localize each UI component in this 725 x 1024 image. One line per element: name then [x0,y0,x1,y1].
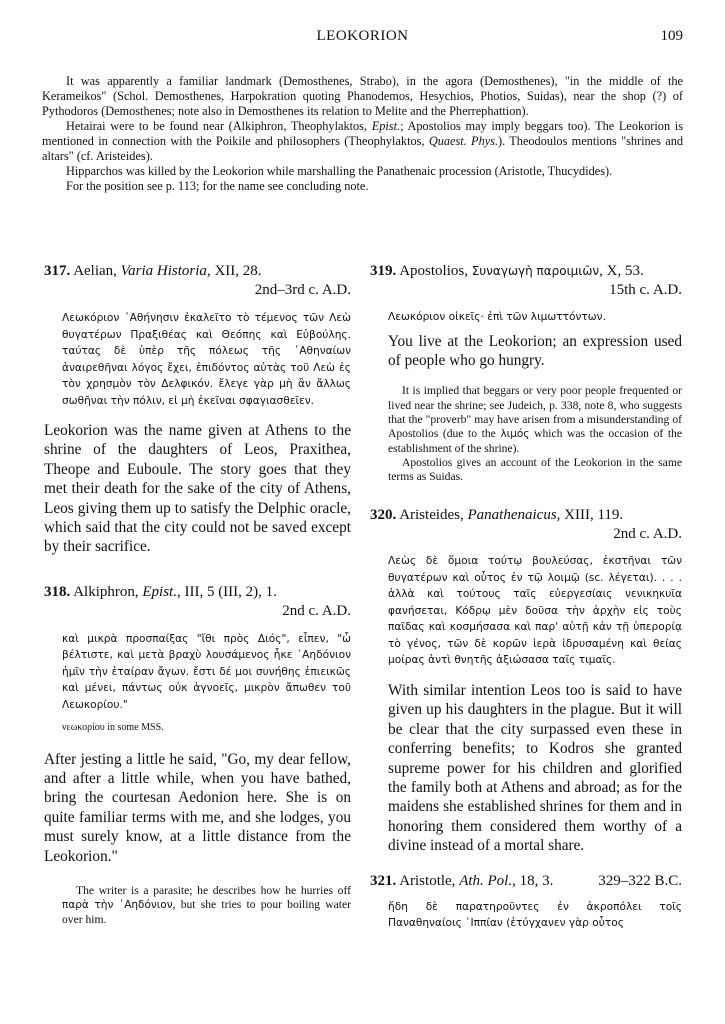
intro-paragraph: It was apparently a familiar landmark (Demosthenes, Strabo), in the agora (Demosthenes), "in the middle of the Kerameikos" (Schol. Demosthenes, Harpokration quoting Phanodemos, Hesychios, Photios, Suidas), near the shop (?) of Pythodoros (Demosthenes; note also in Demosthenes its relation to Melite and the Pherrephattion). [42,74,683,118]
entry-321 [370,872,682,932]
right-column [370,262,682,932]
entry-date: 2nd c. A.D. [613,526,682,543]
entry-317 [44,262,351,557]
entry-heading: 319. Apostolios, Συναγωγὴ παροιμιῶν, X, 53. [370,263,644,279]
translation: With similar intention Leos too is said to have given up his daughters in the plague. But it will be clear that the city surpassed even these in conferring benefits; to Kodros she granted supreme power for his children and glorified the family both at Athens and abroad; as for the maidens she established shrines for them and in honoring them considered them worthy of a divine instead of a mortal share. [388,681,682,855]
entry-heading: 321. Aristotle, Ath. Pol., 18, 3. 329–322 B.C. [370,872,682,889]
entry-date: 15th c. A.D. [609,282,682,298]
page-number: 109 [660,28,683,44]
entry-318 [44,583,351,927]
entry-number: 321. [370,872,397,889]
translation: Leokorion was the name given at Athens to the shrine of the daughters of Leos, Praxithea, Theope and Euboule. The story goes that they met their death for the sake of the city of Athens, Leos giving them up to satisfy the Delphic oracle, which said that the city could not be saved except by their sacrifice. [44,422,351,556]
greek-text: καὶ μικρὰ προσπαίξας "ἴθι πρὸς Διός", εἶπεν, "ὦ βέλτιστε, καὶ μετὰ βραχὺ λουσάμενος ἧκε ᾿Αηδόνιον ἡμῖν τὴν ἑταίραν ἄγων. ἔστι δέ μοι συνήθης ἐπιεικῶς καὶ μένει, πάντως οὐκ ἀγνοεῖς, μικρὸν ἄπωθεν τοῦ Λεωκορίου." [62,632,351,711]
entry-number: 318. [44,583,71,600]
entry-heading: 317. Aelian, Varia Historia, XII, 28. [44,263,262,279]
commentary-note: The writer is a parasite; he describes how he hurries off παρὰ τὴν ᾿Αηδόνιον, but she tries to pour boiling water over him. [62,884,351,926]
intro-paragraph: Hipparchos was killed by the Leokorion while marshalling the Panathenaic procession (Aristotle, Thucydides). [66,164,613,178]
greek-text: Λεωκόριον ᾿Αθήνησιν ἐκαλεῖτο τὸ τέμενος τῶν Λεὼ θυγατέρων Πραξιθέας καὶ Θεόπης καὶ Εὐβούλης. ταύτας δὲ ὑπὲρ τῆς πόλεως τῆς ᾿Αθηναίων ἀναιρεθῆναι λόγος ἔχει, ἐπιδόντος αὐτὰς τοῦ Λεὼ ἐς τὸν χρησμὸν τὸν Δελφικόν. ἔλεγε γὰρ μὴ ἂν ἄλλως σωθῆναι τὴν πόλιν, εἰ μὴ ἐκεῖναι σφαγιασθεῖεν. [62,312,351,407]
entry-date: 2nd–3rd c. A.D. [254,282,351,298]
commentary-note: It is implied that beggars or very poor people frequented or lived near the shrine; see Judeich, p. 338, note 8, who suggests that the "proverb" may have arisen from a misunderstanding of Apostolios (due to the λιμός which was the occasion of the establishment of the shrine). Apostolios gives an account of the Leokorion in the same terms as Suidas. [388,384,682,484]
entry-320 [370,506,682,855]
translation: You live at the Leokorion; an expression used of people who go hungry. [388,332,682,369]
entry-number: 319. [370,263,397,279]
greek-text: Λεὼς δὲ ὅμοια τούτῳ βουλεύσας, ἐκστῆναι τῶν θυγατέρων καὶ οὗτος ἐν τῷ λοιμῷ (sc. λέγεται). . . . ἀλλὰ καὶ τούτους ταῖς εὐεργεσίαις νενικηκυῖα φανήσεται, Κόδρῳ μὲν δοῦσα τὴν ἀρχὴν εἰς τοὺς παῖδας καὶ κοσμήσασα καὶ παρ' αὑτῇ κἀν τῇ ὑπερορίᾳ τὸ γένος, τῶν δὲ κορῶν ἱερὰ ἱδρυσαμένη καὶ θείας μοίρας ἀντὶ θνητῆς ἀξιώσασα ταῖς τιμαῖς. [388,555,682,667]
running-head [42,28,683,52]
greek-text: Λεωκόριον οἰκεῖς· ἐπὶ τῶν λιμωττόντων. [388,311,606,323]
variant-note: νεωκορίου in some MSS. [62,722,164,734]
intro-paragraph: For the position see p. 113; for the name see concluding note. [66,179,369,193]
entry-heading: 318. Alkiphron, Epist., III, 5 (III, 2), 1. [44,583,277,600]
left-column [44,262,351,927]
intro-text [42,74,683,194]
entry-number: 317. [44,263,71,279]
entry-heading: 320. Aristeides, Panathenaicus, XIII, 119. [370,507,624,524]
page-title: LEOKORION [316,28,409,44]
intro-paragraph: Hetairai were to be found near (Alkiphron, Theophylaktos, Epist.; Apostolios may imply beggars too). The Leokorion is mentioned in connection with the Poikile and philosophers (Theophylaktos, Quaest. Phys.). Theodoulos mentions "shrines and altars" (cf. Aristeides). [42,119,683,163]
greek-text: ἤδη δὲ παρατηροῦντες ἐν ἀκροπόλει τοῖς Παναθηναίοις ῾Ιππίαν (ἐτύγχανεν γὰρ οὗτος [388,900,682,930]
entry-319 [370,262,682,484]
entry-date: 2nd c. A.D. [282,602,351,619]
translation: After jesting a little he said, "Go, my dear fellow, and after a little while, when you have bathed, bring the courtesan Aedonion here. She is on quite familiar terms with me, and she lodges, you must surely know, at a little distance from the Leokorion." [44,750,351,865]
entry-number: 320. [370,507,397,524]
